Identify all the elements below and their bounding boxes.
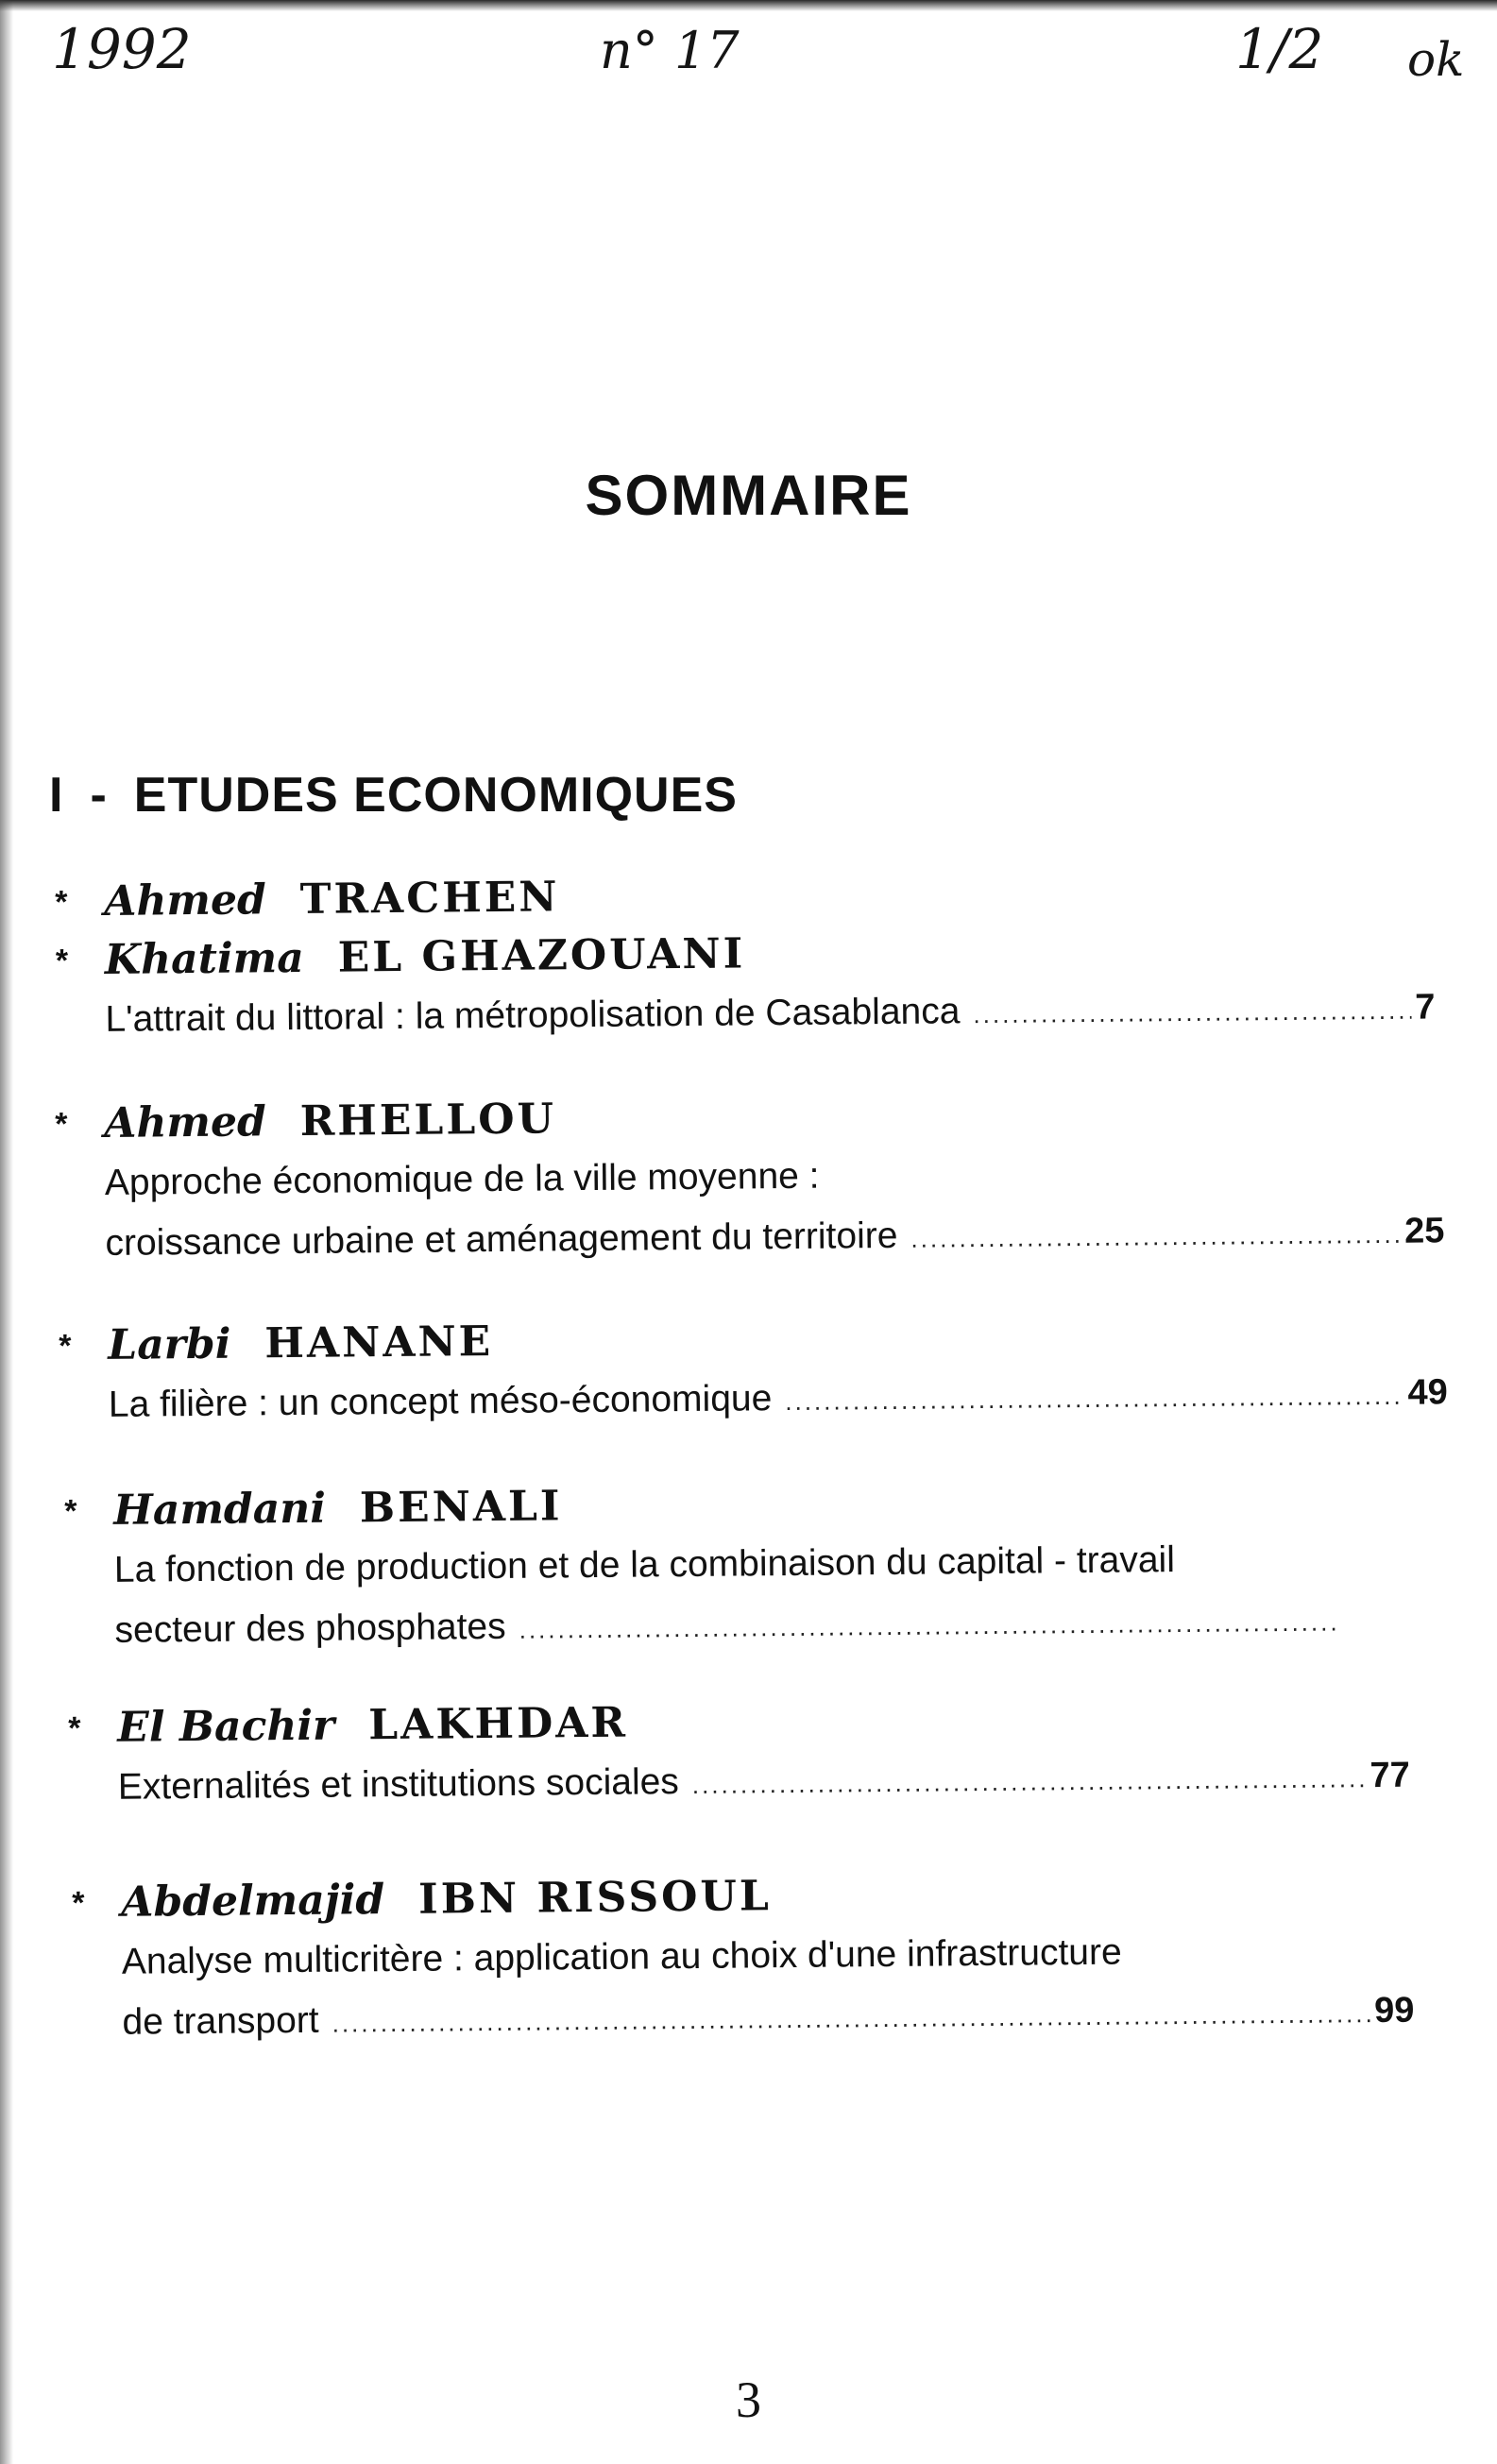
leader-dots: [692, 1748, 1367, 1815]
page-title: SOMMAIRE: [585, 464, 912, 527]
page-number: 3: [736, 2371, 761, 2428]
toc-entry: [0, 1081, 1445, 1275]
bullet-star: *: [55, 1106, 68, 1143]
bullet-star: *: [64, 1493, 77, 1530]
author-first-name: Abdelmajid: [121, 1876, 385, 1927]
toc-entry: [0, 1470, 1341, 1662]
author-last-name: RHELLOU: [299, 1095, 557, 1146]
scan-edge-top: [0, 0, 1497, 11]
leader-dots: [973, 980, 1411, 1045]
entry-page: 99: [1373, 1990, 1415, 2031]
entry-title-text: La filière : un concept méso-économique: [108, 1378, 773, 1425]
leader-dots: [910, 1204, 1401, 1269]
entry-title-line: [56, 1200, 1445, 1274]
section-dash: -: [90, 768, 108, 823]
entry-title-text: croissance urbaine et aménagement du territoire: [105, 1215, 898, 1264]
author-last-name: LAKHDAR: [367, 1698, 629, 1750]
entry-title-text: La fonction de production et de la combinaison du capital - travail: [113, 1539, 1176, 1590]
entry-page: 49: [1407, 1372, 1449, 1413]
entry-title-text: Externalités et institutions sociales: [117, 1761, 680, 1808]
author-last-name: IBN RISSOUL: [417, 1872, 773, 1924]
author-first-name: Ahmed: [104, 875, 266, 926]
handwritten-status: ok: [1407, 32, 1465, 87]
bullet-star: *: [72, 1885, 85, 1922]
section-label: ETUDES ECONOMIQUES: [133, 768, 738, 823]
entry-page: 7: [1415, 987, 1436, 1028]
entry-title-line: [60, 1362, 1449, 1436]
toc-entry: [0, 1303, 1448, 1436]
leader-dots: [785, 1366, 1404, 1432]
leader-dots: [332, 1983, 1370, 2054]
toc-entry: [0, 1861, 1415, 2054]
handwritten-year: 1992: [52, 17, 192, 81]
handwritten-issue: n° 17: [600, 21, 740, 80]
bullet-star: *: [59, 1328, 72, 1365]
section-heading: [49, 767, 738, 824]
entry-title-text: secteur des phosphates: [114, 1606, 506, 1651]
author-first-name: Ahmed: [104, 1097, 266, 1147]
entry-title-line: [73, 1980, 1415, 2054]
handwritten-volume: 1/2: [1235, 17, 1324, 81]
entry-title-line: [56, 977, 1436, 1050]
author-last-name: EL GHAZOUANI: [337, 929, 746, 982]
author-first-name: El Bachir: [117, 1701, 335, 1752]
author-last-name: BENALI: [359, 1482, 563, 1533]
bullet-star: *: [55, 943, 69, 979]
entry-title-text: de transport: [122, 1999, 319, 2043]
entry-title-line: [65, 1589, 1341, 1661]
bullet-star: *: [68, 1710, 81, 1747]
author-last-name: TRACHEN: [299, 873, 560, 924]
author-first-name: Khatima: [104, 933, 304, 984]
toc-entry: [0, 859, 1436, 1051]
toc-entry: [0, 1687, 1410, 1819]
entry-title-text: Approche économique de la ville moyenne :: [104, 1155, 820, 1203]
entry-page: 77: [1369, 1755, 1411, 1796]
author-first-name: Larbi: [108, 1319, 231, 1369]
entry-title-line: [69, 1745, 1411, 1819]
entry-title-text: L'attrait du littoral : la métropolisation de Casablanca: [105, 991, 961, 1040]
author-last-name: HANANE: [264, 1317, 494, 1368]
entry-page: 25: [1403, 1211, 1445, 1251]
leader-dots: [519, 1591, 1336, 1659]
section-roman: I: [49, 768, 64, 823]
entry-title-text: Analyse multicritère : application au choix d'une infrastructure: [121, 1931, 1122, 1982]
author-first-name: Hamdani: [113, 1484, 327, 1535]
bullet-star: *: [55, 884, 68, 921]
